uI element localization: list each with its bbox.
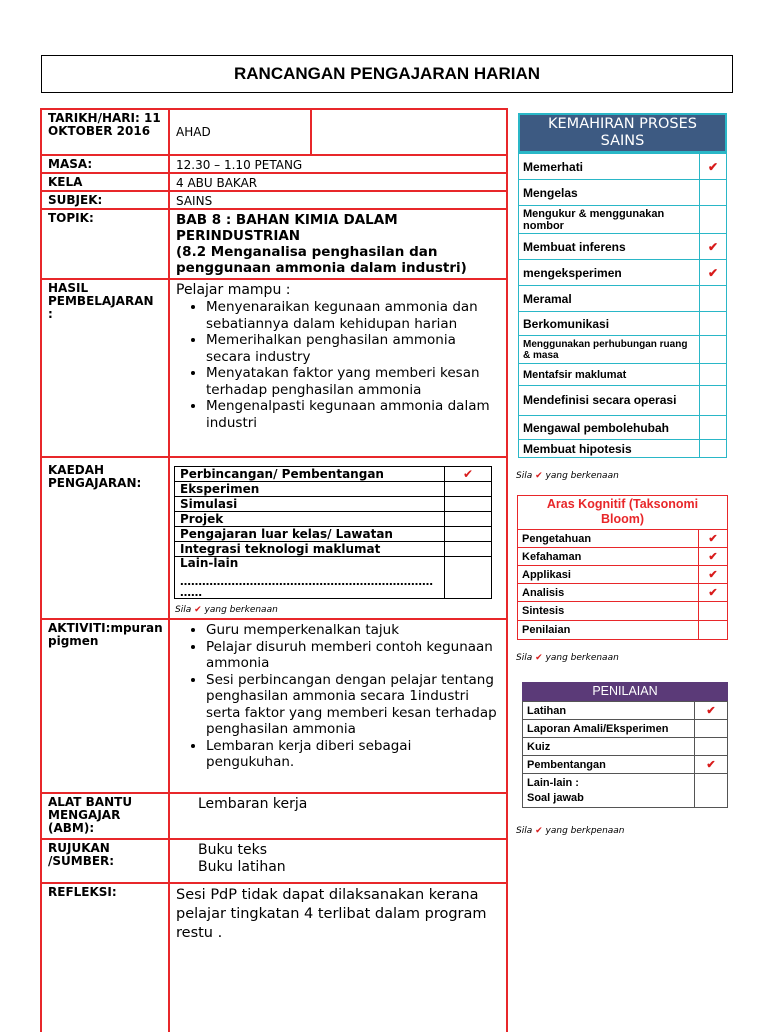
kaedah-item: Eksperimen [175,482,445,497]
penilaian-note [516,826,625,836]
check-cell[interactable] [700,286,727,312]
kps-item: Membuat hipotesis [519,440,700,458]
kelas-value: 4 ABU BAKAR [168,172,508,192]
check-cell[interactable] [695,720,728,738]
kps-item: Mengawal pembolehubah [519,416,700,440]
subjek-value: SAINS [168,190,508,210]
aktiviti-label: AKTIVITI:mpuran pigmen [40,618,170,794]
abm-label: ALAT BANTU MENGAJAR (ABM): [40,792,170,840]
sila-pre: Sila [516,471,533,481]
topik-value [168,208,508,280]
sila-post: yang berkpenaan [545,826,625,836]
table-row [519,206,727,234]
penilaian-item: Laporan Amali/Eksperimen [523,720,695,738]
aras-item: Penilaian [518,621,699,640]
row-abm [40,792,508,840]
table-row [519,440,727,458]
kaedah-note [175,605,278,615]
check-cell[interactable] [700,386,727,416]
kps-title: KEMAHIRAN PROSES SAINS [518,113,727,153]
table-row [523,756,728,774]
refleksi-value: Sesi PdP tidak dapat dilaksanakan kerana pelajar tingkatan 4 terlibat dalam program restu . [168,882,508,1032]
sila-post: yang berkenaan [204,605,278,615]
kaedah-item: Pengajaran luar kelas/ Lawatan [175,527,445,542]
check-cell[interactable] [700,440,727,458]
check-icon[interactable]: ✔ [695,756,728,774]
kps-table [518,153,727,458]
tarikh-label: TARIKH/HARI: 11 OKTOBER 2016 [40,108,170,156]
row-topik [40,208,508,280]
topik-label: TOPIK: [40,208,170,280]
hasil-list [176,299,500,431]
sila-post: yang berkenaan [545,471,619,481]
table-row [519,364,727,386]
aktiviti-value [168,618,508,794]
page-title: RANCANGAN PENGAJARAN HARIAN [41,55,733,93]
lain-value: Soal jawab [527,791,584,804]
check-cell[interactable] [445,482,492,497]
check-cell[interactable] [445,512,492,527]
check-cell[interactable] [700,416,727,440]
check-icon[interactable]: ✔ [445,467,492,482]
table-row [519,386,727,416]
kps-item: Memerhati [519,154,700,180]
penilaian-table [522,701,728,808]
row-tarikh [40,108,508,156]
sila-post: yang berkenaan [545,653,619,663]
check-icon[interactable]: ✔ [700,260,727,286]
check-cell[interactable] [695,774,728,808]
check-cell[interactable] [700,364,727,386]
check-icon[interactable]: ✔ [699,548,728,566]
row-aktiviti [40,618,508,794]
sila-pre: Sila [516,826,533,836]
aras-table [517,529,728,640]
kps-item: Mendefinisi secara operasi [519,386,700,416]
check-cell[interactable] [445,527,492,542]
check-cell[interactable] [445,557,492,599]
list-item: • Menyenaraikan kegunaan ammonia dan sebatiannya dalam kehidupan harian [206,299,500,332]
list-item: • Sesi perbincangan dengan pelajar tentang penghasilan ammonia secara 1industri serta faktor yang memberi kesan terhadap penghasilan ammonia [206,672,500,738]
kps-item: Berkomunikasi [519,312,700,336]
masa-value: 12.30 – 1.10 PETANG [168,154,508,174]
hasil-intro: Pelajar mampu : [176,282,291,298]
row-masa [40,154,508,174]
list-item: • Mengenalpasti kegunaan ammonia dalam industri [206,398,500,431]
table-row [518,602,728,621]
table-row [175,542,492,557]
row-hasil [40,278,508,458]
lain-label: Lain-lain [180,556,239,570]
hasil-value [168,278,508,458]
table-row [523,738,728,756]
table-row [523,774,728,808]
table-row [518,621,728,640]
check-cell[interactable] [445,497,492,512]
table-row [519,286,727,312]
list-item: • Guru memperkenalkan tajuk [206,622,500,639]
table-row [519,180,727,206]
table-row [519,234,727,260]
table-row [175,482,492,497]
topik-line2: (8.2 Menganalisa penghasilan dan penggunaan ammonia dalam industri) [176,244,467,276]
check-cell[interactable] [700,180,727,206]
penilaian-panel [522,682,728,808]
kelas-label: KELA [40,172,170,192]
check-icon: ✔ [535,826,543,836]
kaedah-table [174,466,492,599]
list-item: • Menyatakan faktor yang memberi kesan terhadap penghasilan ammonia [206,365,500,398]
penilaian-item-lain [523,774,695,808]
aktiviti-list [176,622,500,771]
check-icon[interactable]: ✔ [699,566,728,584]
list-item: • Pelajar disuruh memberi contoh kegunaan ammonia [206,639,500,672]
refleksi-label: REFLEKSI: [40,882,170,1032]
rujukan-label: RUJUKAN /SUMBER: [40,838,170,884]
check-icon: ✔ [535,653,543,663]
table-row [523,702,728,720]
table-row [175,467,492,482]
rujukan-line2: Buku latihan [198,859,286,875]
aras-title: Aras Kognitif (Taksonomi Bloom) [517,495,728,529]
kaedah-item: Projek [175,512,445,527]
hari-value [168,108,312,156]
aras-item: Pengetahuan [518,530,699,548]
table-row [519,416,727,440]
table-row [519,336,727,364]
check-cell[interactable] [445,542,492,557]
check-cell[interactable] [699,621,728,640]
check-cell[interactable] [699,602,728,621]
abm-value: Lembaran kerja [168,792,508,840]
list-item: • Memerihalkan penghasilan ammonia secara industry [206,332,500,365]
check-cell[interactable] [695,738,728,756]
sila-pre: Sila [175,605,192,615]
check-cell[interactable] [700,206,727,234]
kaedah-item: Simulasi [175,497,445,512]
rujukan-line1: Buku teks [198,842,267,858]
subjek-label: SUBJEK: [40,190,170,210]
table-row [175,512,492,527]
list-item: • Lembaran kerja diberi sebagai pengukuhan. [206,738,500,771]
kps-item: Menggunakan perhubungan ruang & masa [519,336,700,364]
check-icon[interactable]: ✔ [695,702,728,720]
rujukan-value [168,838,508,884]
table-row [519,154,727,180]
lain-dots-2: …… [180,586,202,599]
kps-item: mengeksperimen [519,260,700,286]
hasil-label: HASIL PEMBELAJARAN : [40,278,170,458]
row-subjek [40,190,508,210]
table-row [519,312,727,336]
table-row [518,548,728,566]
table-row [519,260,727,286]
row-refleksi [40,882,508,1032]
kaedah-label: KAEDAH PENGAJARAN: [40,456,170,620]
penilaian-item: Kuiz [523,738,695,756]
hari-text: AHAD [176,125,211,139]
kps-item: Mengukur & menggunakan nombor [519,206,700,234]
kaedah-item: Perbincangan/ Pembentangan [175,467,445,482]
check-icon[interactable]: ✔ [699,530,728,548]
check-icon[interactable]: ✔ [700,234,727,260]
penilaian-title: PENILAIAN [522,682,728,701]
aras-item: Applikasi [518,566,699,584]
tarikh-empty-cell [310,108,508,156]
aras-note [516,653,619,663]
table-row [518,566,728,584]
aras-item: Sintesis [518,602,699,621]
table-row [175,557,492,599]
kps-item: Mentafsir maklumat [519,364,700,386]
table-row [523,720,728,738]
check-icon[interactable]: ✔ [699,584,728,602]
aras-panel [517,495,728,640]
check-icon: ✔ [535,471,543,481]
check-icon: ✔ [194,605,202,615]
lain-dots-1: …………………………………………………………… [180,575,433,588]
penilaian-item: Latihan [523,702,695,720]
aras-item: Kefahaman [518,548,699,566]
check-cell[interactable] [700,312,727,336]
kps-note [516,471,619,481]
kps-panel [518,113,727,458]
check-icon[interactable]: ✔ [700,154,727,180]
kps-item: Meramal [519,286,700,312]
table-row [175,497,492,512]
kps-item: Mengelas [519,180,700,206]
table-row [175,527,492,542]
penilaian-item: Pembentangan [523,756,695,774]
lain-label: Lain-lain : [527,776,579,789]
kaedah-item: Integrasi teknologi maklumat [175,542,445,557]
kps-item: Membuat inferens [519,234,700,260]
table-row [518,530,728,548]
check-cell[interactable] [700,336,727,364]
row-kelas [40,172,508,192]
row-rujukan [40,838,508,884]
kaedah-item-lain [175,557,445,599]
topik-line1: BAB 8 : BAHAN KIMIA DALAM PERINDUSTRIAN [176,212,398,244]
masa-label: MASA: [40,154,170,174]
aras-item: Analisis [518,584,699,602]
table-row [518,584,728,602]
sila-pre: Sila [516,653,533,663]
